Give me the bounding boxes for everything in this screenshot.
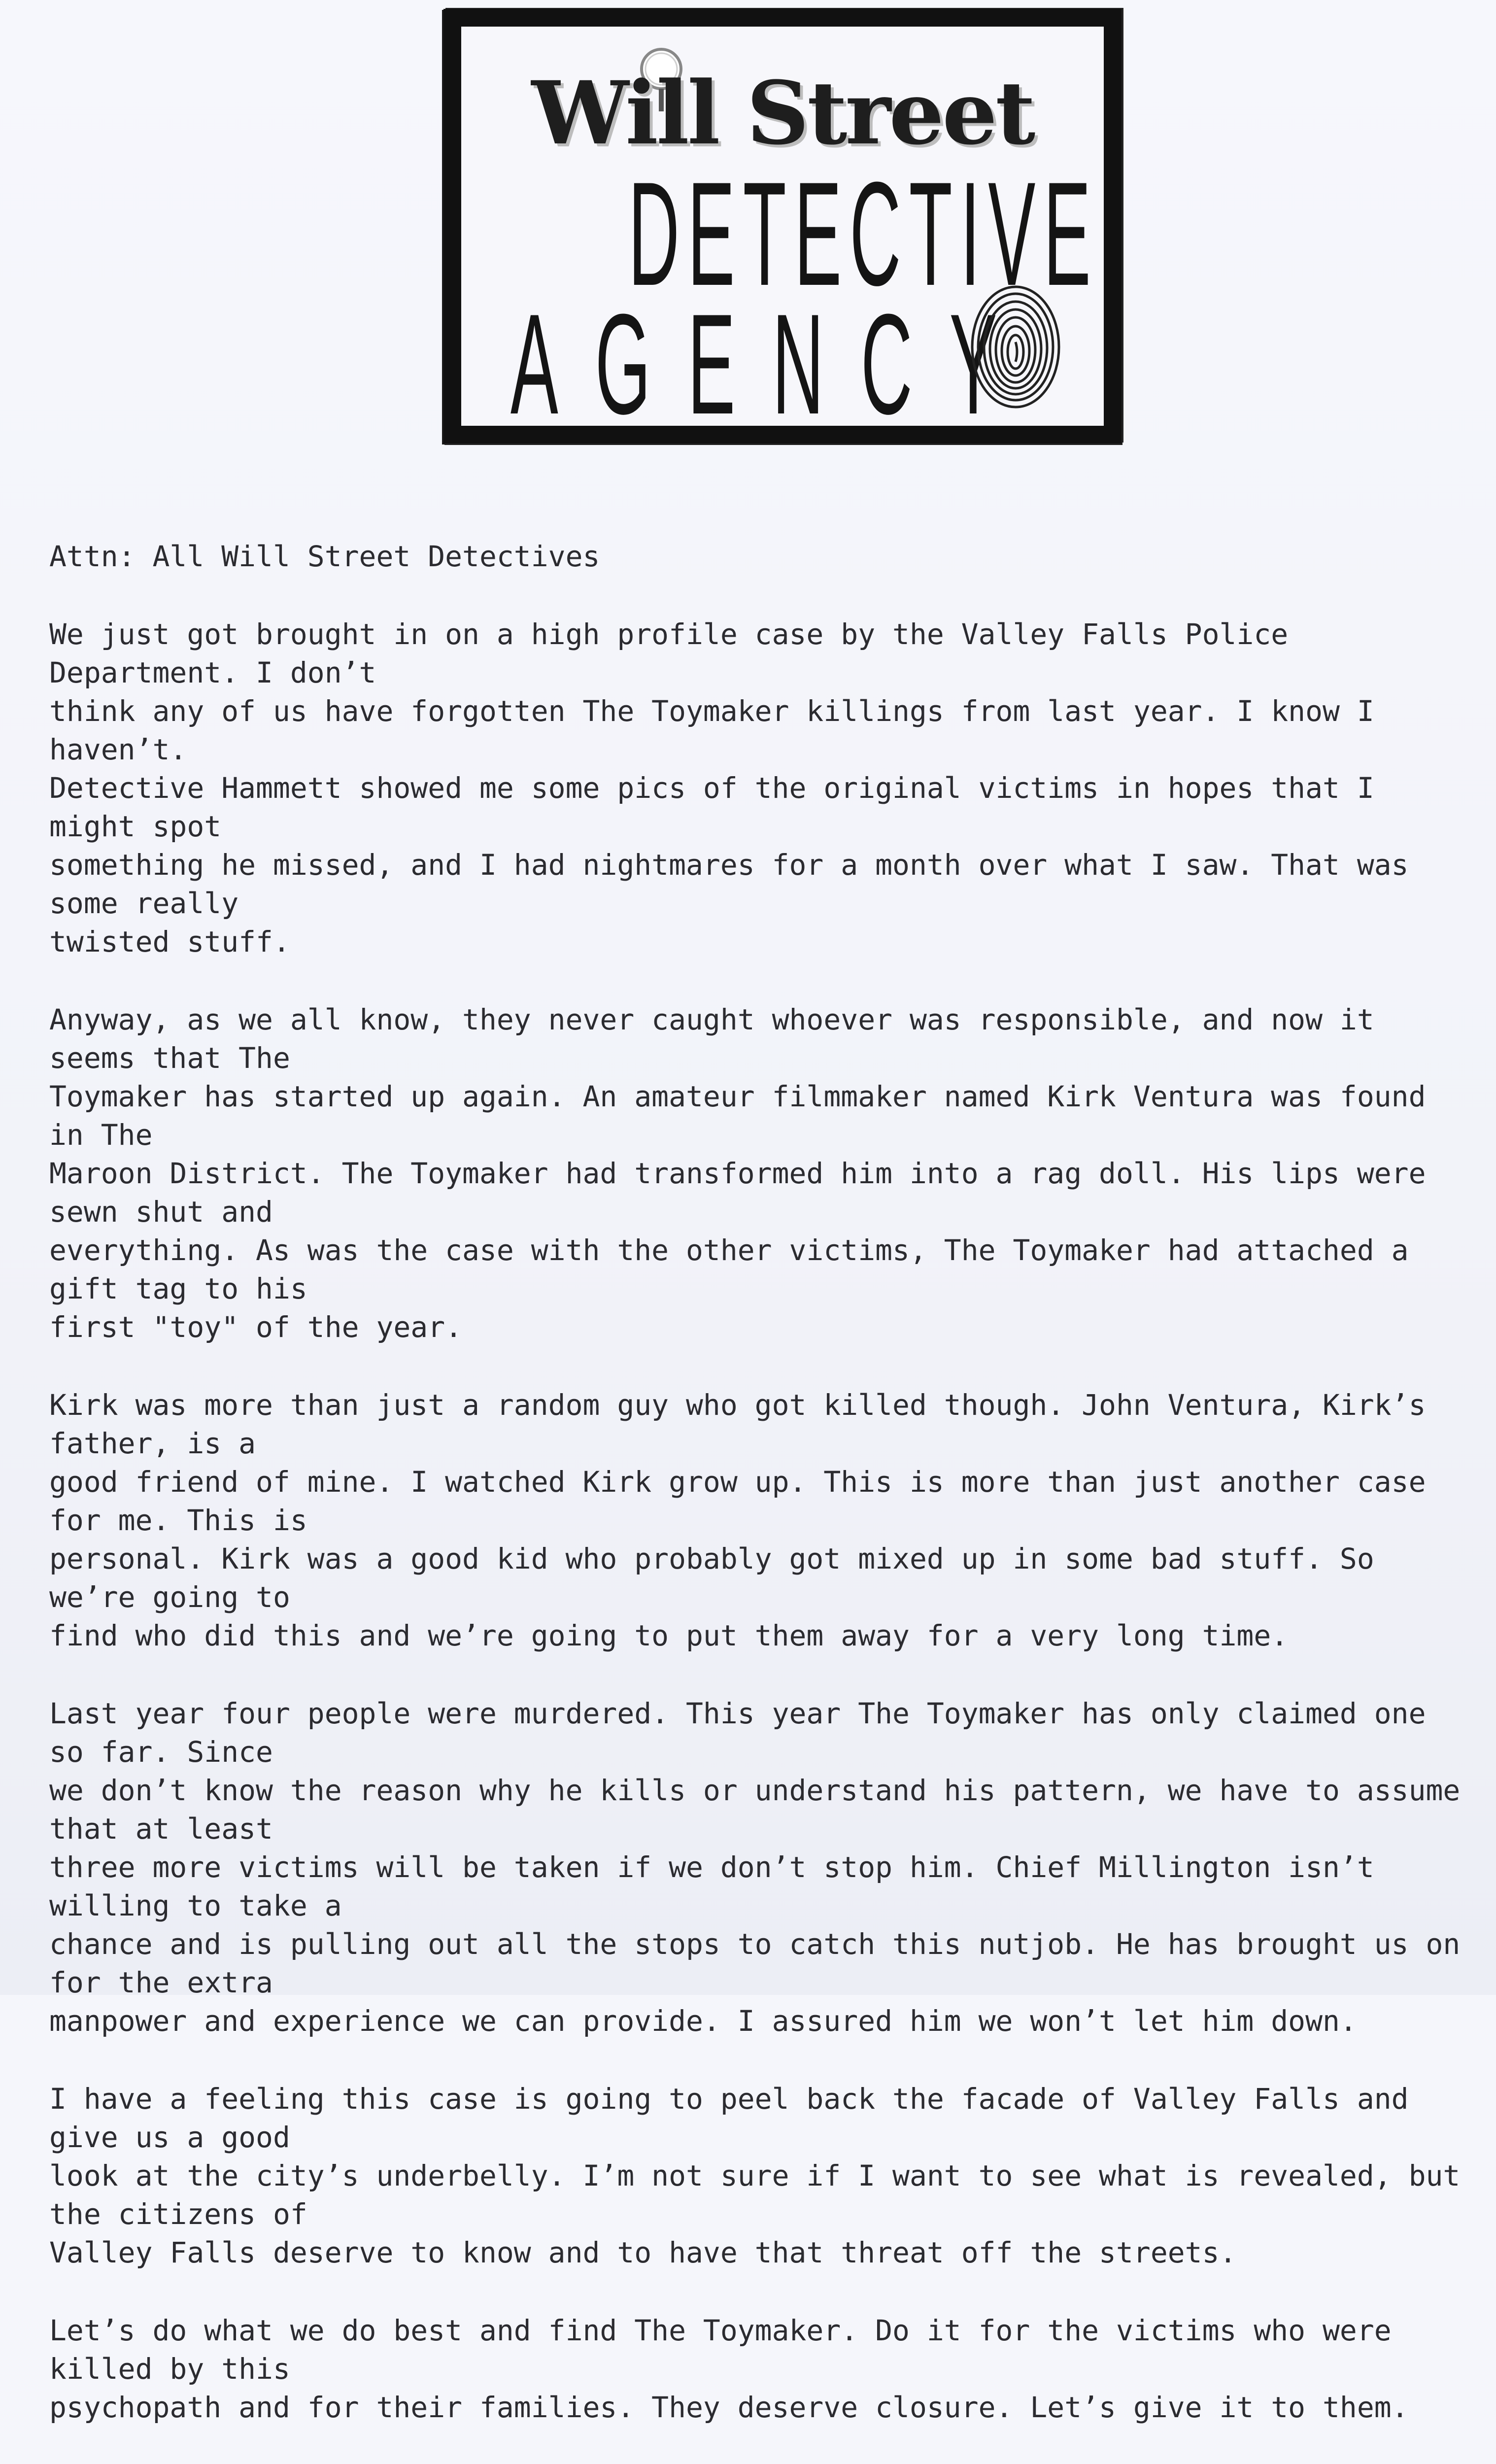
logo-agency: AGENCY [510, 284, 1034, 444]
paragraph-6: Let’s do what we do best and find The Toymaker. Do it for the victims who were killed by this psychopath and for their families. They deserve closure. Let’s give it to them. [49, 2314, 1409, 2424]
paragraph-1: We just got brought in on a high profile case by the Valley Falls Police Department. I don’t think any of us have forgotten The Toymaker killings from last year. I know I haven’t. Detective Hammett showed me some pics of the original victims in hopes that I might spot something he missed, and I had nightmares for a month over what I saw. That was some really twisted stuff. [49, 617, 1409, 958]
logo-detective: DETECTIVE [628, 151, 1099, 316]
paragraph-3: Kirk was more than just a random guy who got killed though. John Ventura, Kirk’s father, is a good friend of mine. I watched Kirk grow up. This is more than just another case for me. This is personal. Kirk was a good kid who probably got mixed up in some bad stuff. So we’re going to find who did this and we’re going to put them away for a very long time. [49, 1388, 1426, 1652]
paragraph-4: Last year four people were murdered. This year The Toymaker has only claimed one so far. Since we don’t know the reason why he kills or understand his pattern, we have to assume that at least three more victims will be taken if we don’t stop him. Chief Millington isn’t willing to take a chance and is pulling out all the stops to catch this nutjob. He has brought us on for the extra manpower and experience we can provide. I assured him we won’t let him down. [49, 1697, 1461, 2038]
attention-line: Attn: All Will Street Detectives [49, 540, 600, 573]
paragraph-2: Anyway, as we all know, they never caught whoever was responsible, and now it seems that The Toymaker has started up again. An amateur filmmaker named Kirk Ventura was found in The Maroon District. The Toymaker had transformed him into a rag doll. His lips were sewn shut and everything. As was the case with the other victims, The Toymaker had attached a gift tag to his first "toy" of the year. [49, 1003, 1426, 1344]
paragraph-5: I have a feeling this case is going to peel back the facade of Valley Falls and give us a good look at the city’s underbelly. I’m not sure if I want to see what is revealed, but the citizens of Valley Falls deserve to know and to have that threat off the streets. [49, 2082, 1461, 2269]
letter-body [49, 537, 1463, 2464]
fingerprint-icon [969, 283, 1062, 411]
agency-logo [443, 9, 1122, 444]
logo-will-street: Will Street [531, 62, 1034, 164]
